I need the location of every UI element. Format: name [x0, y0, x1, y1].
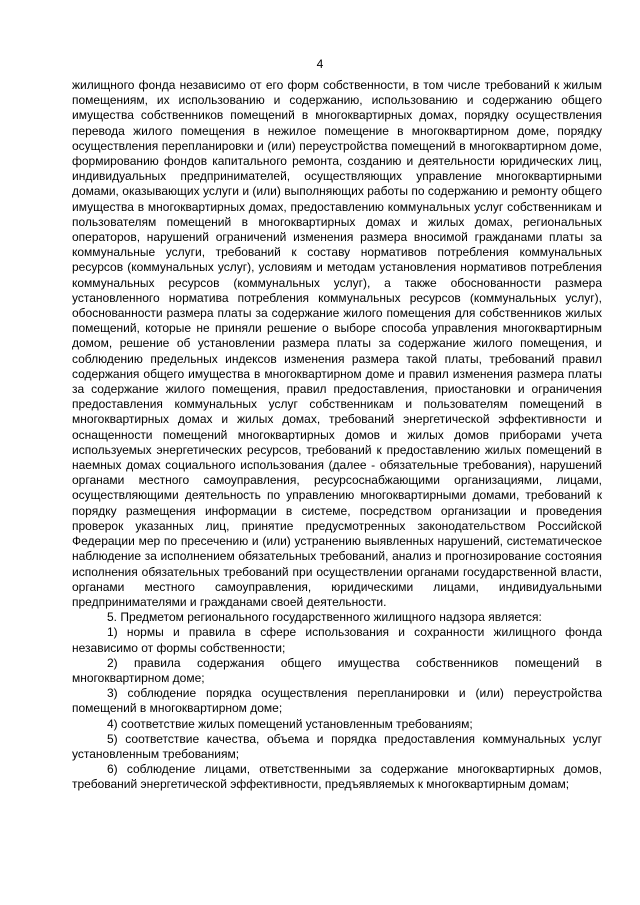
paragraph-continuation: жилищного фонда независимо от его форм собственности, в том числе требований к жилым помещениям, их использованию и содержанию, использованию и содержанию общего имущества собственников помещений в многоквартирных домах, порядку осуществления перевода жилого помещения в нежилое помещение в многоквартирном доме, порядку осуществления перепланировки и (или) переустройства помещений в многоквартирном доме, формированию фондов капитального ремонта, созданию и деятельности юридических лиц, индивидуальных предпринимателей, осуществляющих управление многоквартирными домами, оказывающих услуги и (или) выполняющих работы по содержанию и ремонту общего имущества в многоквартирных домах, предоставлению коммунальных услуг собственникам и пользователям помещений в многоквартирных домах и жилых домах, региональных операторов, нарушений ограничений изменения размера вносимой гражданами платы за коммунальные услуги, требований к составу нормативов потребления коммунальных ресурсов (коммунальных услуг), условиям и методам установления нормативов потребления коммунальных ресурсов (коммунальных услуг), а также обоснованности размера установленного норматива потребления коммунальных ресурсов (коммунальных услуг), обоснованности размера платы за содержание жилого помещения для собственников жилых помещений, которые не приняли решение о выборе способа управления многоквартирным домом, решение об установлении размера платы за содержание жилого помещения, и соблюдению предельных индексов изменения размера такой платы, требований правил содержания общего имущества в многоквартирном доме и правил изменения размера платы за содержание жилого помещения, правил предоставления, приостановки и ограничения предоставления коммунальных услуг собственникам и пользователям помещений в многоквартирных домах и жилых домах, требований энергетической эффективности и оснащенности помещений многоквартирных домов и жилых домов приборами учета используемых энергетических ресурсов, требований к предоставлению жилых помещений в наемных домах социального использования (далее - обязательные требования), нарушений органами местного самоуправления, ресурсоснабжающими организациями, лицами, осуществляющими деятельность по управлению многоквартирными домами, требований к порядку размещения информации в системе, посредством организации и проведения проверок указанных лиц, принятие предусмотренных законодательством Российской Федерации мер по пресечению и (или) устранению выявленных нарушений, систематическое наблюдение за исполнением обязательных требований, анализ и прогнозирование состояния исполнения обязательных требований при осуществлении органами государственной власти, органами местного самоуправления, юридическими лицами, индивидуальными предпринимателями и гражданами своей деятельности. — [72, 78, 602, 609]
list-item-2: 2) правила содержания общего имущества собственников помещений в многоквартирном доме; — [72, 655, 602, 685]
paragraph-item-5: 5. Предметом регионального государственного жилищного надзора является: — [107, 610, 542, 625]
list-item-3: 3) соблюдение порядка осуществления перепланировки и (или) переустройства помещений в многоквартирном доме; — [72, 686, 602, 716]
list-item-5: 5) соответствие качества, объема и порядка предоставления коммунальных услуг установленным требованиям; — [72, 731, 602, 761]
list-item-1: 1) нормы и правила в сфере использования и сохранности жилищного фонда независимо от формы собственности; — [72, 625, 602, 655]
page-number: 4 — [316, 57, 324, 71]
document-body — [72, 78, 602, 793]
list-item-4: 4) соответствие жилых помещений установленным требованиям; — [107, 716, 473, 731]
list-item-6: 6) соблюдение лицами, ответственными за содержание многоквартирных домов, требований энергетической эффективности, предъявляемых к многоквартирным домам; — [72, 762, 602, 792]
